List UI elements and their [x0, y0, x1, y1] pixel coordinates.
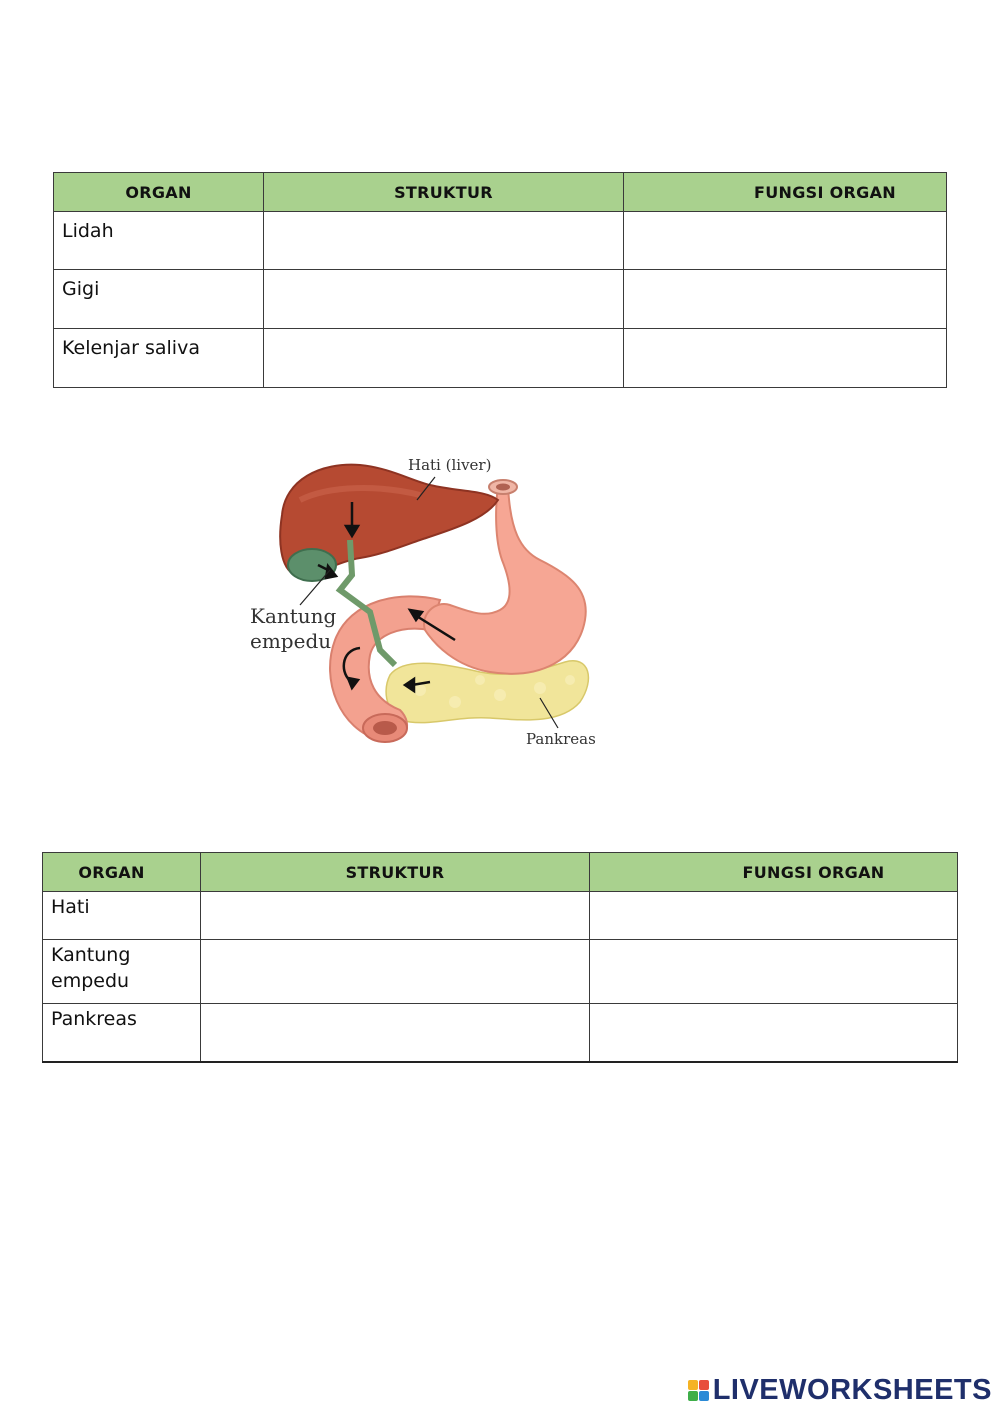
struktur-input-cell[interactable] — [201, 892, 590, 940]
organ-cell: Lidah — [54, 212, 264, 270]
fungsi-input-cell[interactable] — [590, 940, 958, 1004]
header-struktur: STRUKTUR — [201, 853, 590, 892]
table-row — [54, 212, 947, 270]
liveworksheets-branding — [688, 1374, 992, 1407]
header-struktur: STRUKTUR — [264, 173, 624, 212]
table-row — [54, 329, 947, 388]
table-header-row — [54, 173, 947, 212]
label-gallbladder-line2: empedu — [250, 629, 332, 653]
label-pancreas: Pankreas — [526, 730, 596, 748]
table-row — [43, 940, 958, 1004]
organ-cell: Hati — [43, 892, 201, 940]
table-header-row — [43, 853, 958, 892]
fungsi-input-cell[interactable] — [590, 892, 958, 940]
liveworksheets-logo-icon — [688, 1380, 709, 1401]
header-fungsi-organ: FUNGSI ORGAN — [624, 173, 947, 212]
organ-table-mouth — [53, 172, 947, 388]
fungsi-input-cell[interactable] — [624, 270, 947, 329]
struktur-input-cell[interactable] — [264, 270, 624, 329]
struktur-input-cell[interactable] — [201, 940, 590, 1004]
logo-square-3 — [688, 1391, 698, 1401]
header-fungsi-organ: FUNGSI ORGAN — [590, 853, 958, 892]
label-liver: Hati (liver) — [408, 456, 492, 474]
label-gallbladder-line1: Kantung — [250, 604, 337, 628]
digestive-organs-illustration — [240, 440, 620, 760]
fungsi-input-cell[interactable] — [624, 212, 947, 270]
digestive-organs-diagram — [240, 440, 620, 760]
liveworksheets-wordmark: LIVEWORKSHEETS — [712, 1374, 992, 1406]
organ-cell: Pankreas — [43, 1004, 201, 1062]
header-organ: ORGAN — [54, 173, 264, 212]
logo-square-4 — [699, 1391, 709, 1401]
struktur-input-cell[interactable] — [264, 212, 624, 270]
table-row — [43, 892, 958, 940]
logo-square-1 — [688, 1380, 698, 1390]
organ-cell: Kelenjar saliva — [54, 329, 264, 388]
fungsi-input-cell[interactable] — [590, 1004, 958, 1062]
organ-table-accessory — [42, 852, 958, 1063]
header-organ: ORGAN — [43, 853, 201, 892]
table-row — [43, 1004, 958, 1062]
table-row — [54, 270, 947, 329]
fungsi-input-cell[interactable] — [624, 329, 947, 388]
organ-cell: Kantung empedu — [43, 940, 201, 1004]
organ-cell: Gigi — [54, 270, 264, 329]
logo-square-2 — [699, 1380, 709, 1390]
struktur-input-cell[interactable] — [201, 1004, 590, 1062]
struktur-input-cell[interactable] — [264, 329, 624, 388]
